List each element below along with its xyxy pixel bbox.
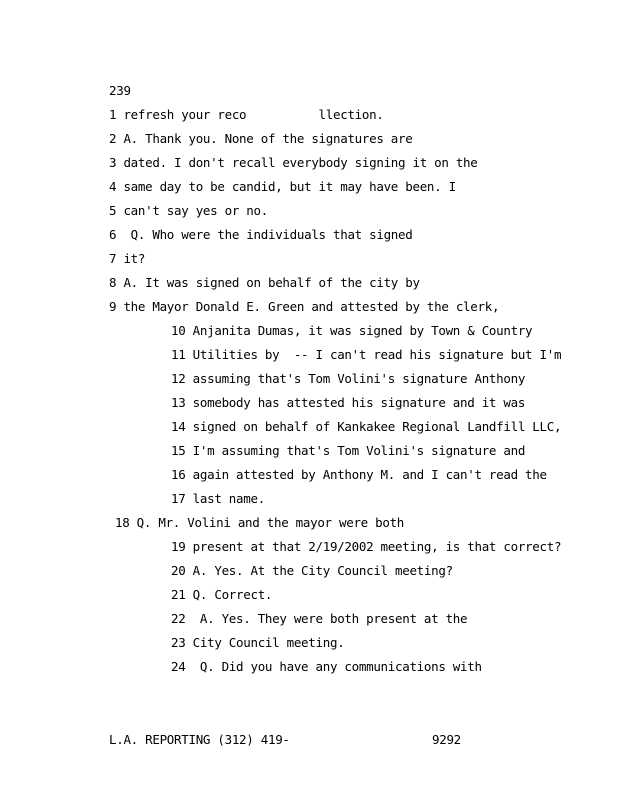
transcript-line-6: 6 Q. Who were the individuals that signed xyxy=(109,227,413,242)
transcript-line-11: 11 Utilities by -- I can't read his signature but I'm xyxy=(171,347,562,362)
transcript-line-24: 24 Q. Did you have any communications with xyxy=(171,659,482,674)
transcript-line-12: 12 assuming that's Tom Volini's signature Anthony xyxy=(171,371,526,386)
transcript-line-13: 13 somebody has attested his signature and it was xyxy=(171,395,526,410)
transcript-line-21: 21 Q. Correct. xyxy=(171,587,273,602)
transcript-line-1: 1 refresh your reco llection. xyxy=(109,107,384,122)
transcript-line-23: 23 City Council meeting. xyxy=(171,635,345,650)
transcript-line-20: 20 A. Yes. At the City Council meeting? xyxy=(171,563,453,578)
transcript-line-17: 17 last name. xyxy=(171,491,265,506)
transcript-line-3: 3 dated. I don't recall everybody signing it on the xyxy=(109,155,478,170)
transcript-line-14: 14 signed on behalf of Kankakee Regional Landfill LLC, xyxy=(171,419,562,434)
transcript-line-7: 7 it? xyxy=(109,251,146,266)
transcript-line-19: 19 present at that 2/19/2002 meeting, is that correct? xyxy=(171,539,562,554)
transcript-line-16: 16 again attested by Anthony M. and I can't read the xyxy=(171,467,547,482)
transcript-line-8: 8 A. It was signed on behalf of the city by xyxy=(109,275,420,290)
transcript-line-4: 4 same day to be candid, but it may have been. I xyxy=(109,179,456,194)
footer-reporter: L.A. REPORTING (312) 419- xyxy=(109,732,290,747)
transcript-line-9: 9 the Mayor Donald E. Green and attested by the clerk, xyxy=(109,299,500,314)
page-number: 239 xyxy=(109,83,131,98)
transcript-line-18: 18 Q. Mr. Volini and the mayor were both xyxy=(115,515,405,530)
transcript-line-2: 2 A. Thank you. None of the signatures are xyxy=(109,131,413,146)
transcript-line-15: 15 I'm assuming that's Tom Volini's signature and xyxy=(171,443,526,458)
transcript-line-5: 5 can't say yes or no. xyxy=(109,203,268,218)
transcript-line-10: 10 Anjanita Dumas, it was signed by Town & Country xyxy=(171,323,533,338)
footer-phone-suffix: 9292 xyxy=(432,732,461,747)
transcript-line-22: 22 A. Yes. They were both present at the xyxy=(171,611,468,626)
